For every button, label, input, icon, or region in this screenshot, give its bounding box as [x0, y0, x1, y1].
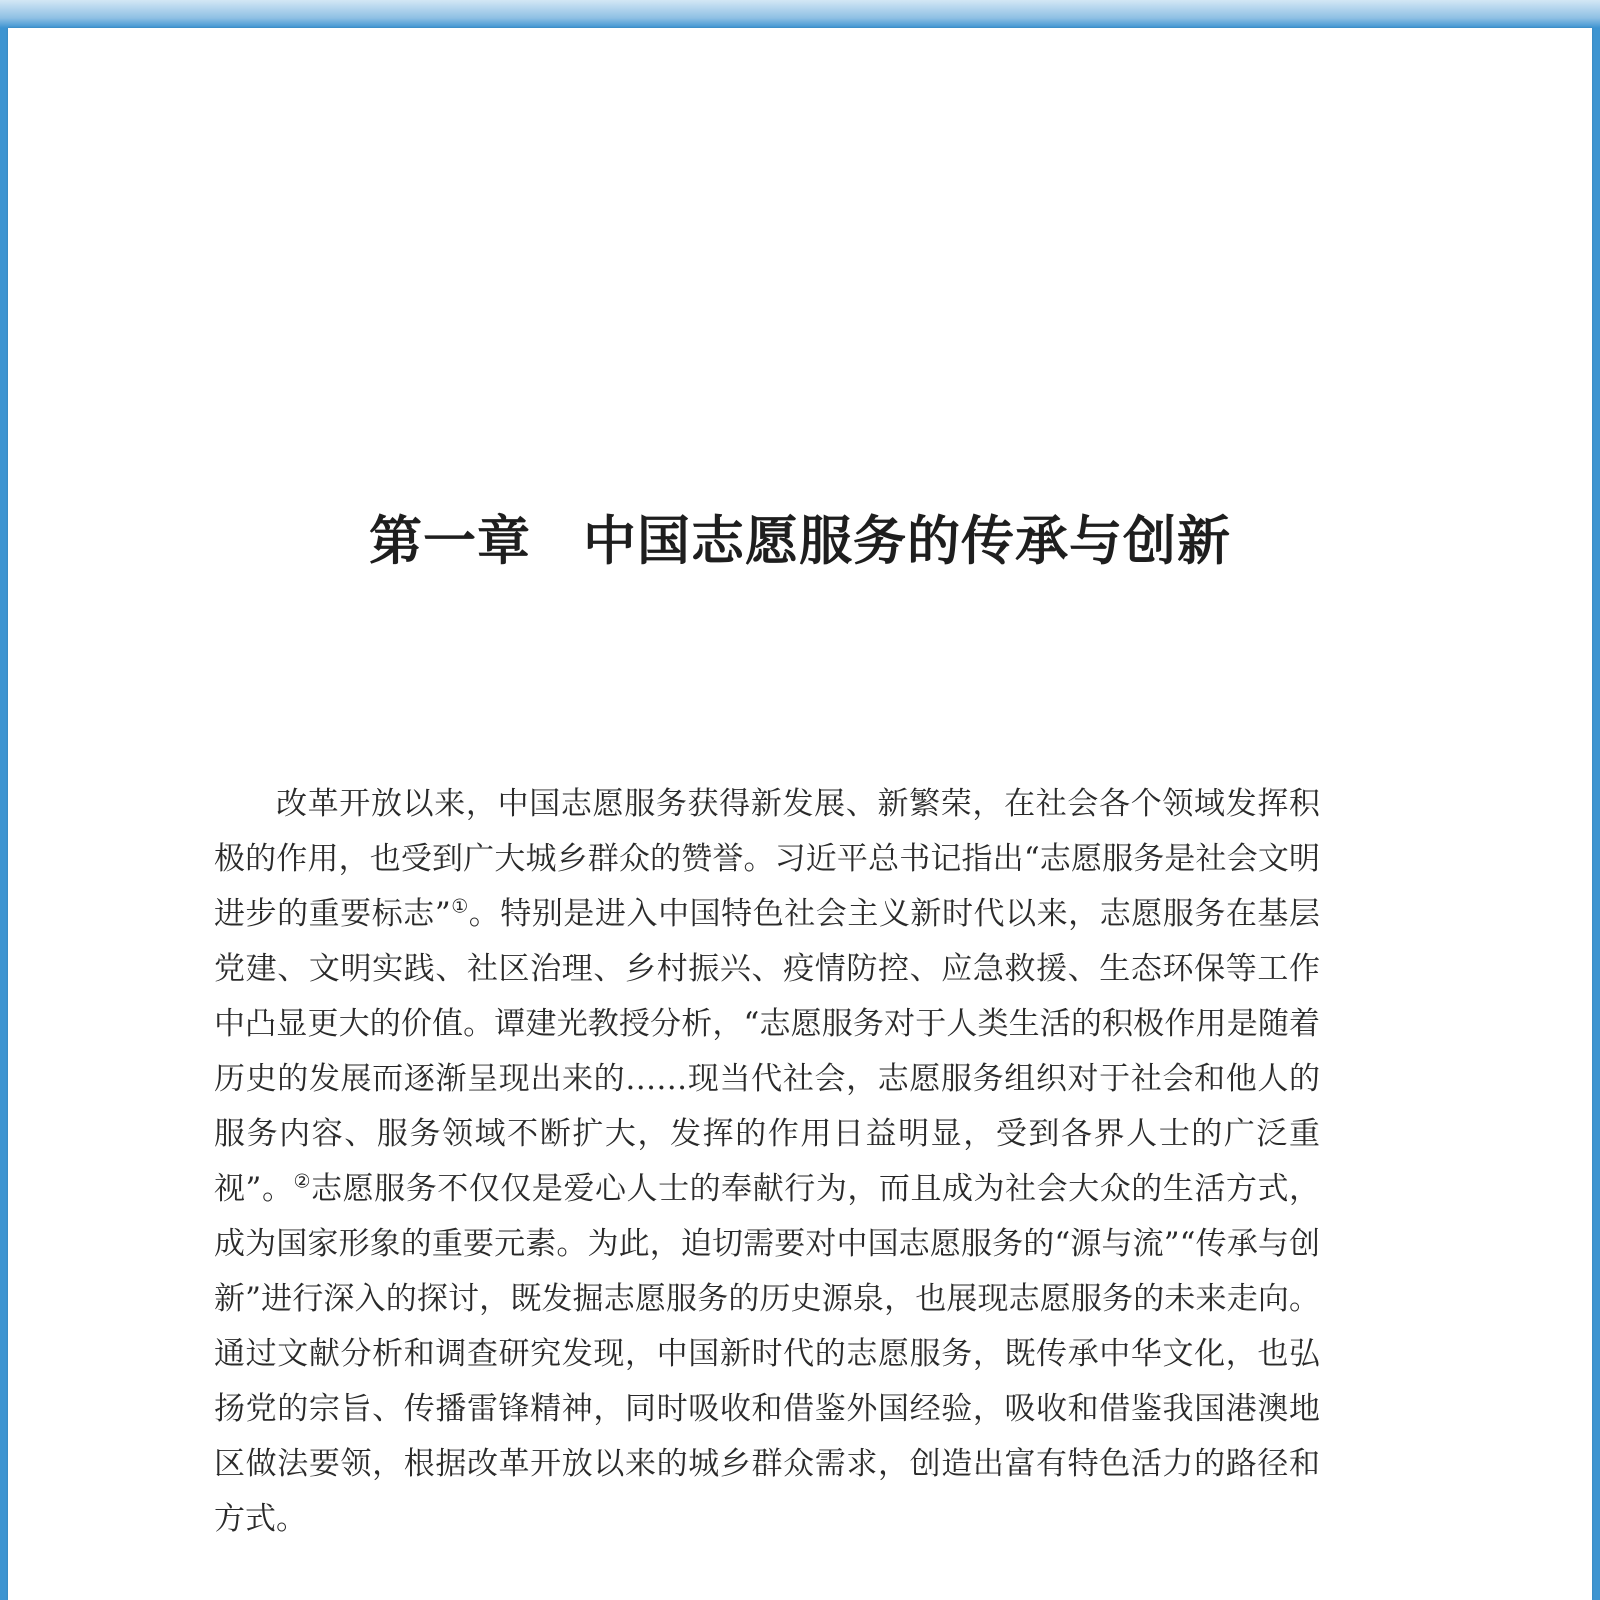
footnote-marker-1[interactable]: ① [450, 895, 469, 918]
paragraph-text-part-1: 改革开放以来，中国志愿服务获得新发展、新繁荣，在社会各个领域发挥积极的作用，也受到广大城乡群众的赞誉。习近平总书记指出“志愿服务是社会文明进步的重要标志” [214, 786, 1320, 932]
chapter-number: 第一章 [369, 510, 531, 572]
chapter-heading [8, 505, 1592, 577]
body-paragraph [214, 777, 1320, 1547]
paragraph-text-part-2: 。特别是进入中国特色社会主义新时代以来，志愿服务在基层党建、文明实践、社区治理、乡村振兴、疫情防控、应急救援、生态环保等工作中凸显更大的价值。谭建光教授分析，“志愿服务对于人类生活的积极作用是随着历史的发展而逐渐呈现出来的……现当代社会，志愿服务组织对于社会和他人的服务内容、服务领域不断扩大，发挥的作用日益明显，受到各界人士的广泛重视”。 [214, 896, 1320, 1207]
footnote-marker-2[interactable]: ② [293, 1170, 312, 1193]
chapter-title: 中国志愿服务的传承与创新 [583, 510, 1231, 572]
document-page [8, 28, 1592, 1600]
paragraph-text-part-3: 志愿服务不仅仅是爱心人士的奉献行为，而且成为社会大众的生活方式，成为国家形象的重要元素。为此，迫切需要对中国志愿服务的“源与流”“传承与创新”进行深入的探讨，既发掘志愿服务的历史源泉，也展现志愿服务的未来走向。通过文献分析和调查研究发现，中国新时代的志愿服务，既传承中华文化，也弘扬党的宗旨、传播雷锋精神，同时吸收和借鉴外国经验，吸收和借鉴我国港澳地区做法要领，根据改革开放以来的城乡群众需求，创造出富有特色活力的路径和方式。 [214, 1171, 1321, 1537]
